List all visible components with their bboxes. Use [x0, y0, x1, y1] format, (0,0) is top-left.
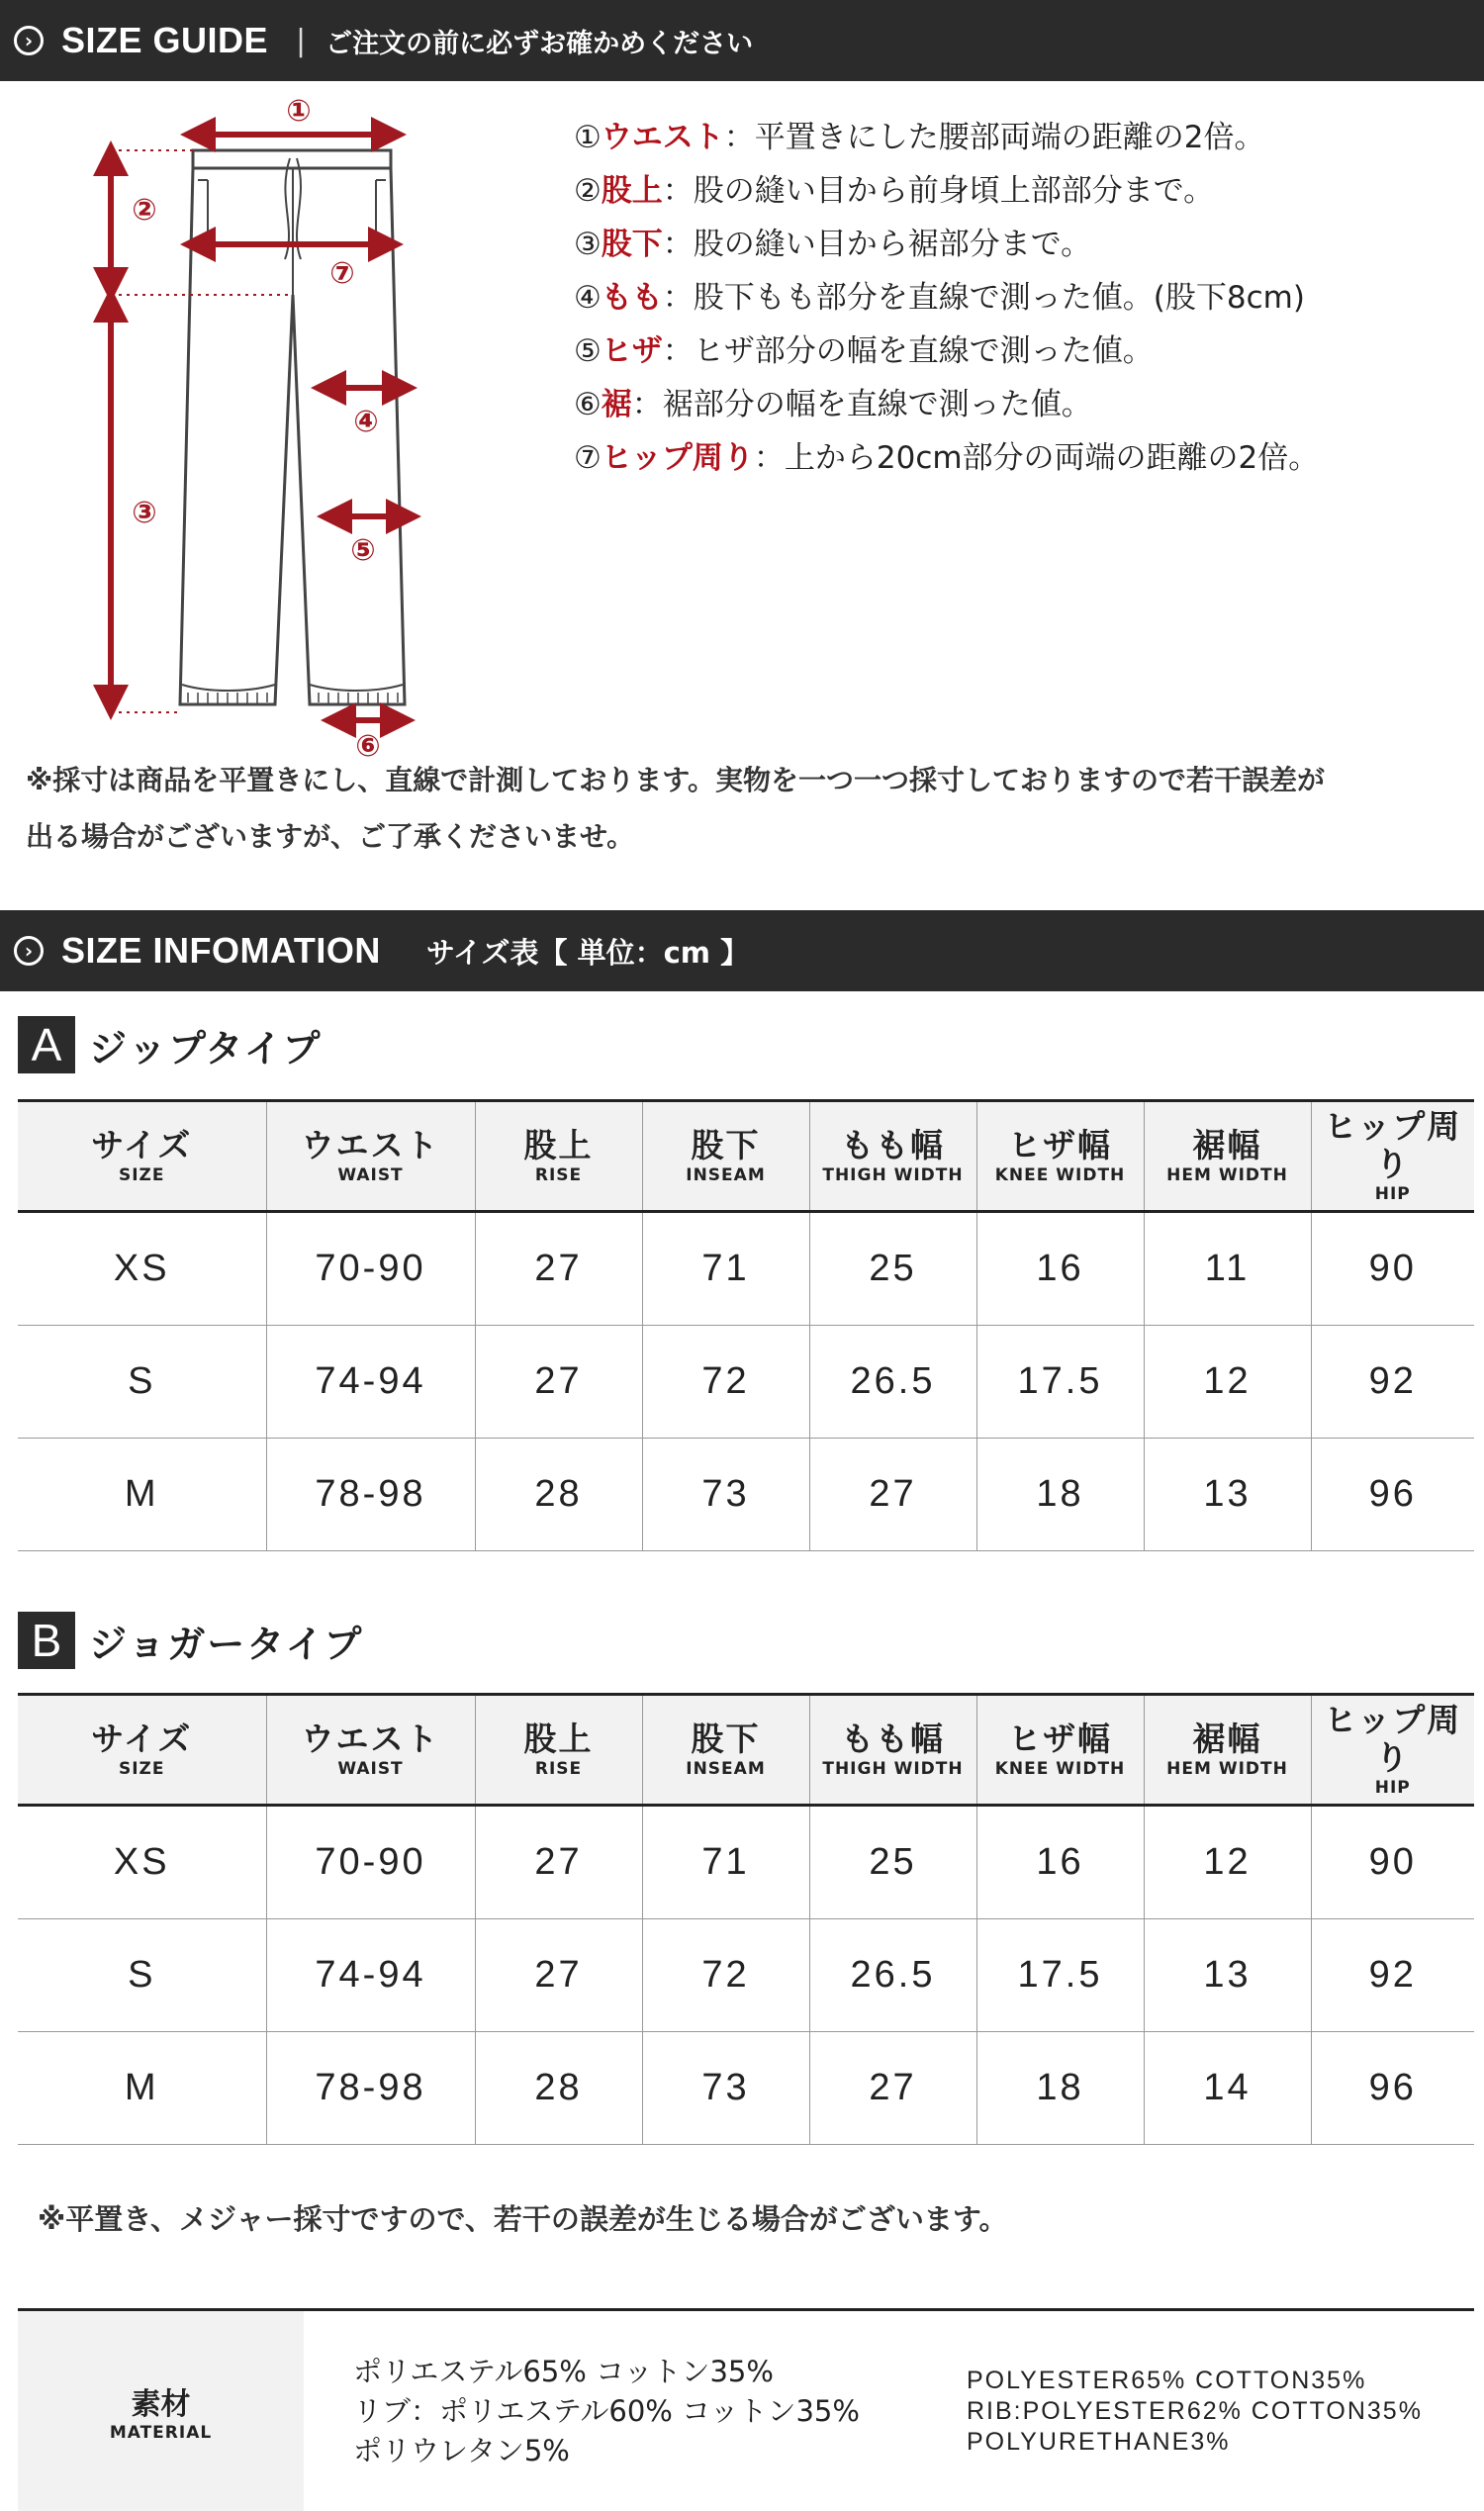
- table-row: [18, 1919, 1474, 2032]
- column-header-ja: ヒップ周り: [1324, 1700, 1462, 1777]
- diagram-label-3: ③: [132, 496, 157, 530]
- measurement-note-line-1: ※採寸は商品を平置きにし、直線で計測しております。実物を一つ一つ採寸しておりますので若干誤差が: [26, 764, 1325, 796]
- section-a-letter: A: [18, 1016, 75, 1073]
- column-header: [18, 1101, 266, 1212]
- column-header-en: RISE: [534, 1758, 583, 1779]
- column-header: [642, 1695, 809, 1806]
- guide-item-term: 裾: [601, 387, 632, 422]
- guide-item-number: ③: [574, 227, 602, 262]
- guide-item: [574, 111, 1319, 164]
- material-en-line: POLYURETHANE3%: [967, 2427, 1231, 2456]
- size-guide-subtitle: ご注文の前に必ずお確かめください: [325, 28, 754, 59]
- column-header: [1311, 1101, 1474, 1212]
- column-header-ja: 裾幅: [1192, 1125, 1262, 1164]
- table-row: [18, 1212, 1474, 1326]
- column-header-ja: ヒザ幅: [1008, 1719, 1112, 1758]
- table-row: [18, 1439, 1474, 1551]
- measurement-cell: 28: [475, 1439, 642, 1551]
- material-en-line: POLYESTER65% COTTON35%: [967, 2366, 1367, 2394]
- column-header-en: KNEE WIDTH: [994, 1758, 1126, 1779]
- table-header-row: [18, 1101, 1474, 1212]
- material-label-en: MATERIAL: [109, 2423, 213, 2443]
- table-row: [18, 2032, 1474, 2145]
- diagram-label-6: ⑥: [355, 729, 381, 764]
- diagram-label-2: ②: [132, 193, 157, 228]
- column-header-ja: 裾幅: [1192, 1719, 1262, 1758]
- material-en: [967, 2311, 1423, 2511]
- guide-item-term: 股上: [601, 173, 663, 209]
- guide-item-number: ①: [574, 120, 602, 155]
- chevron-right-icon: ›: [14, 936, 44, 966]
- guide-item-number: ②: [574, 173, 602, 209]
- measurement-cell: 28: [475, 2032, 642, 2145]
- guide-item: [574, 325, 1319, 378]
- table-row: [18, 1326, 1474, 1439]
- measurement-cell: 18: [976, 1439, 1144, 1551]
- guide-item-description: ：股下もも部分を直線で測った値。(股下8cm): [662, 280, 1305, 316]
- measurement-cell: 26.5: [809, 1326, 976, 1439]
- size-guide-header: [0, 0, 1484, 81]
- column-header: [1144, 1101, 1311, 1212]
- column-header-ja: 股上: [523, 1125, 594, 1164]
- guide-item: [574, 378, 1319, 431]
- column-header-en: RISE: [534, 1164, 583, 1185]
- measurement-cell: 26.5: [809, 1919, 976, 2032]
- measurement-note-line-2: 出る場合がございますが、ご了承くださいませ。: [26, 820, 635, 853]
- column-header-en: INSEAM: [686, 1164, 766, 1185]
- column-header-ja: ウエスト: [301, 1125, 440, 1164]
- column-header-ja: ヒザ幅: [1008, 1125, 1112, 1164]
- measurement-cell: 78-98: [266, 2032, 475, 2145]
- measurement-cell: 27: [809, 1439, 976, 1551]
- section-a-name: ジップタイプ: [89, 1026, 323, 1070]
- guide-item-number: ④: [574, 280, 602, 316]
- size-cell: S: [18, 1919, 266, 2032]
- column-header-en: SIZE: [118, 1758, 165, 1779]
- size-cell: M: [18, 2032, 266, 2145]
- measurement-cell: 16: [976, 1806, 1144, 1919]
- size-info-title: SIZE INFOMATION: [61, 930, 381, 971]
- measurement-cell: 25: [809, 1212, 976, 1326]
- guide-item-description: ：上から20cm部分の両端の距離の2倍。: [753, 440, 1320, 476]
- measurement-cell: 70-90: [266, 1806, 475, 1919]
- column-header-en: THIGH WIDTH: [822, 1758, 964, 1779]
- size-guide-title: SIZE GUIDE: [61, 20, 269, 60]
- measurement-cell: 70-90: [266, 1212, 475, 1326]
- column-header: [809, 1101, 976, 1212]
- size-info-header: [0, 910, 1484, 991]
- chevron-right-icon: ›: [14, 26, 44, 55]
- column-header-en: WAIST: [337, 1758, 404, 1779]
- column-header: [266, 1101, 475, 1212]
- measurement-cell: 92: [1311, 1919, 1474, 2032]
- column-header: [18, 1695, 266, 1806]
- guide-item-term: ヒップ周り: [601, 440, 754, 476]
- material-ja-line: ポリウレタン5%: [353, 2434, 570, 2467]
- column-header-ja: 股下: [691, 1719, 761, 1758]
- measurement-definitions: [574, 111, 1319, 485]
- measurement-note: [26, 752, 1325, 865]
- column-header-en: HIP: [1374, 1777, 1411, 1798]
- column-header: [976, 1101, 1144, 1212]
- guide-item-number: ⑤: [574, 333, 602, 369]
- size-cell: S: [18, 1326, 266, 1439]
- measurement-cell: 14: [1144, 2032, 1311, 2145]
- measurement-cell: 16: [976, 1212, 1144, 1326]
- column-header: [1311, 1695, 1474, 1806]
- measurement-cell: 90: [1311, 1212, 1474, 1326]
- measurement-cell: 71: [642, 1212, 809, 1326]
- guide-item-description: ：股の縫い目から裾部分まで。: [662, 227, 1092, 262]
- size-cell: M: [18, 1439, 266, 1551]
- measurement-cell: 96: [1311, 2032, 1474, 2145]
- measurement-cell: 25: [809, 1806, 976, 1919]
- column-header: [642, 1101, 809, 1212]
- measurement-cell: 92: [1311, 1326, 1474, 1439]
- guide-item-term: ヒザ: [601, 333, 663, 369]
- section-b-letter: B: [18, 1612, 75, 1669]
- table-header-row: [18, 1695, 1474, 1806]
- column-header: [475, 1695, 642, 1806]
- column-header-en: KNEE WIDTH: [994, 1164, 1126, 1185]
- measurement-cell: 27: [475, 1326, 642, 1439]
- measurement-cell: 12: [1144, 1326, 1311, 1439]
- header-separator: |: [296, 23, 307, 58]
- measurement-cell: 73: [642, 2032, 809, 2145]
- size-table-zip: [18, 1099, 1474, 1551]
- guide-item: [574, 431, 1319, 485]
- diagram-label-7: ⑦: [329, 256, 355, 291]
- diagram-label-1: ①: [286, 94, 312, 129]
- measurement-cell: 11: [1144, 1212, 1311, 1326]
- measurement-cell: 74-94: [266, 1919, 475, 2032]
- column-header-ja: サイズ: [91, 1125, 193, 1164]
- column-header-ja: もも幅: [841, 1125, 945, 1164]
- column-header-en: HEM WIDTH: [1166, 1758, 1288, 1779]
- measurement-cell: 27: [475, 1919, 642, 2032]
- column-header-en: INSEAM: [686, 1758, 766, 1779]
- size-cell: XS: [18, 1212, 266, 1326]
- measurement-cell: 74-94: [266, 1326, 475, 1439]
- measurement-cell: 12: [1144, 1806, 1311, 1919]
- measurement-cell: 13: [1144, 1439, 1311, 1551]
- guide-item: [574, 218, 1319, 271]
- measurement-cell: 18: [976, 2032, 1144, 2145]
- column-header-ja: もも幅: [841, 1719, 945, 1758]
- guide-item-term: ウエスト: [601, 120, 724, 155]
- measurement-cell: 27: [809, 2032, 976, 2145]
- section-a-heading: [18, 1016, 322, 1073]
- column-header: [475, 1101, 642, 1212]
- diagram-label-4: ④: [353, 405, 379, 439]
- column-header: [1144, 1695, 1311, 1806]
- measurement-cell: 73: [642, 1439, 809, 1551]
- measurement-cell: 72: [642, 1919, 809, 2032]
- column-header-en: HIP: [1374, 1183, 1411, 1204]
- measurement-cell: 71: [642, 1806, 809, 1919]
- column-header-ja: サイズ: [91, 1719, 193, 1758]
- diagram-label-5: ⑤: [350, 533, 376, 568]
- section-b-name: ジョガータイプ: [89, 1622, 364, 1666]
- guide-item-description: ：股の縫い目から前身頃上部部分まで。: [662, 173, 1215, 209]
- guide-item-term: 股下: [601, 227, 663, 262]
- guide-item-description: ：裾部分の幅を直線で測った値。: [631, 387, 1092, 422]
- column-header-ja: 股上: [523, 1719, 594, 1758]
- guide-item-number: ⑦: [574, 440, 602, 476]
- column-header-ja: ヒップ周り: [1324, 1106, 1462, 1183]
- column-header-en: SIZE: [118, 1164, 165, 1185]
- size-info-subtitle: サイズ表【 単位：cm 】: [425, 935, 750, 970]
- size-table-jogger: [18, 1693, 1474, 2145]
- material-table: [18, 2308, 1474, 2511]
- guide-item-description: ：ヒザ部分の幅を直線で測った値。: [662, 333, 1154, 369]
- measurement-cell: 17.5: [976, 1326, 1144, 1439]
- material-ja-line: ポリエステル65% コットン35%: [353, 2355, 774, 2388]
- table-row: [18, 1806, 1474, 1919]
- measurement-cell: 17.5: [976, 1919, 1144, 2032]
- measurement-cell: 27: [475, 1212, 642, 1326]
- column-header: [266, 1695, 475, 1806]
- guide-item-description: ：平置きにした腰部両端の距離の2倍。: [723, 120, 1265, 155]
- measurement-cell: 90: [1311, 1806, 1474, 1919]
- column-header-en: HEM WIDTH: [1166, 1164, 1288, 1185]
- column-header-en: THIGH WIDTH: [822, 1164, 964, 1185]
- material-label-ja: 素材: [131, 2387, 191, 2422]
- section-b-heading: [18, 1612, 363, 1669]
- column-header-ja: ウエスト: [301, 1719, 440, 1758]
- guide-item-number: ⑥: [574, 387, 602, 422]
- size-cell: XS: [18, 1806, 266, 1919]
- material-ja: [304, 2311, 967, 2511]
- material-ja-line: リブ：ポリエステル60% コットン35%: [353, 2394, 860, 2428]
- material-en-line: RIB:POLYESTER62% COTTON35%: [967, 2396, 1423, 2425]
- measurement-cell: 72: [642, 1326, 809, 1439]
- material-label: [18, 2311, 304, 2511]
- measurement-cell: 13: [1144, 1919, 1311, 2032]
- guide-item: [574, 164, 1319, 218]
- measurement-cell: 27: [475, 1806, 642, 1919]
- flat-measure-note: ※平置き、メジャー採寸ですので、若干の誤差が生じる場合がございます。: [38, 2202, 1008, 2236]
- column-header: [809, 1695, 976, 1806]
- column-header-ja: 股下: [691, 1125, 761, 1164]
- pants-diagram: [0, 81, 554, 774]
- measurement-cell: 96: [1311, 1439, 1474, 1551]
- guide-item-term: もも: [601, 280, 663, 316]
- column-header-en: WAIST: [337, 1164, 404, 1185]
- guide-item: [574, 271, 1319, 325]
- column-header: [976, 1695, 1144, 1806]
- measurement-cell: 78-98: [266, 1439, 475, 1551]
